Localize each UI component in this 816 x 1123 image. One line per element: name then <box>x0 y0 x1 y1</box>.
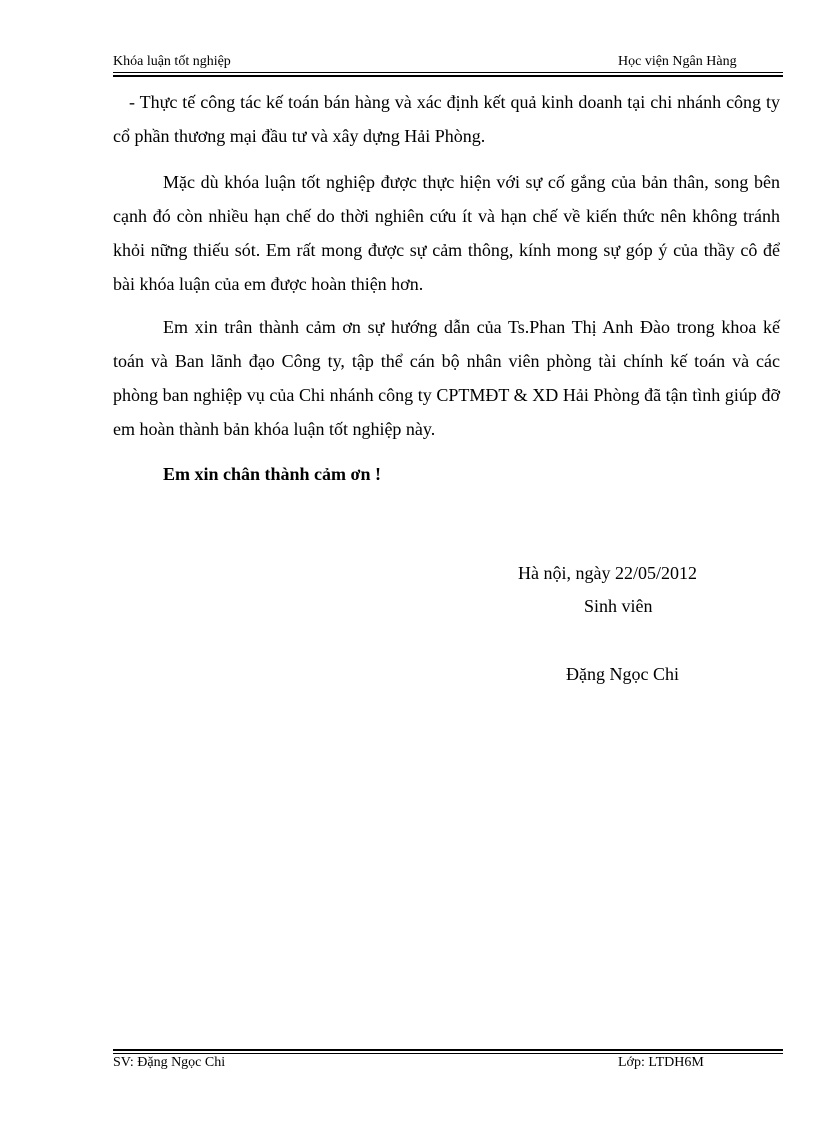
footer-class: Lớp: LTDH6M <box>618 1055 704 1070</box>
signature-name: Đặng Ngọc Chi <box>566 664 679 684</box>
header-thesis-title: Khóa luận tốt nghiệp <box>113 54 231 69</box>
paragraph-acknowledgement: Em xin trân thành cảm ơn sự hướng dẫn của Ts.Phan Thị Anh Đào trong khoa kế toán và Ban lãnh đạo Công ty, tập thể cán bộ nhân viên phòng tài chính kế toán và các phòng ban nghiệp vụ của Chi nhánh công ty CPTMĐT & XD Hải Phòng đã tận tình giúp đỡ em hoàn thành bản khóa luận tốt nghiệp này. <box>113 317 780 439</box>
page-header <box>113 54 783 72</box>
thanks-line: Em xin chân thành cảm ơn ! <box>163 464 382 484</box>
page-footer <box>113 1055 783 1073</box>
paragraph-limitations: Mặc dù khóa luận tốt nghiệp được thực hiện với sự cố gắng của bản thân, song bên cạnh đó còn nhiều hạn chế do thời nghiên cứu ít và hạn chế về kiến thức nên không tránh khỏi nững thiếu sót. Em rất mong được sự cảm thông, kính mong sự góp ý của thầy cô để bài khóa luận của em được hoàn thiện hơn. <box>113 172 780 294</box>
header-rule-thick <box>113 75 783 77</box>
footer-rule-thick <box>113 1049 783 1051</box>
footer-rule-thin <box>113 1053 783 1054</box>
footer-student: SV: Đặng Ngọc Chi <box>113 1055 226 1070</box>
paragraph-practice: - Thực tế công tác kế toán bán hàng và xác định kết quả kinh doanh tại chi nhánh công ty cổ phần thương mại đầu tư và xây dựng Hải Phòng. <box>113 92 780 146</box>
signature-date: Hà nội, ngày 22/05/2012 <box>518 563 697 583</box>
header-institution: Học viện Ngân Hàng <box>618 54 737 69</box>
signature-role: Sinh viên <box>584 596 653 616</box>
header-rule-thin <box>113 72 783 73</box>
